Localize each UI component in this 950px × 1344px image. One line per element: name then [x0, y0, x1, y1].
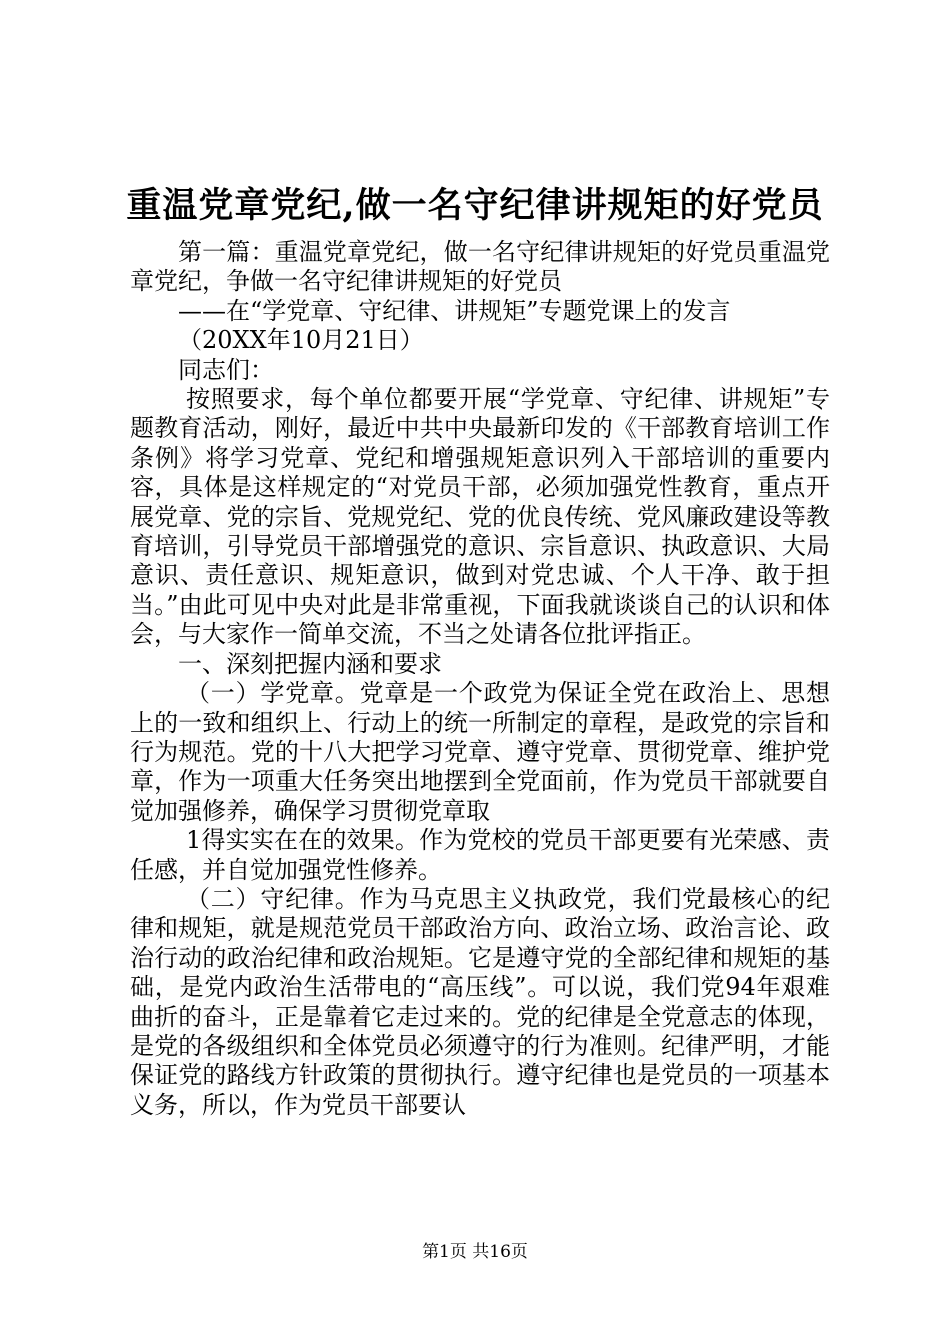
paragraph-subtitle: ——在“学党章、守纪律、讲规矩”专题党课上的发言: [178, 296, 731, 325]
paragraph-main: 按照要求，每个单位都要开展“学党章、守纪律、讲规矩”专题教育活动，刚好，最近中共中央最新印发的《干部教育培训工作条例》将学习党章、党纪和增强规矩意识列入干部培训的重要内容，具体是这样规定的“对党员干部，必须加强党性教育，重点开展党章、党的宗旨、党规党纪、党的优良传统、党风廉政建设等教育培训，引导党员干部增强党的意识、宗旨意识、执政意识、大局意识、责任意识、规矩意识，做到对党忠诚、个人干净、敢于担当。”由此可见中央对此是非常重视，下面我就谈谈自己的认识和体会，与大家作一简单交流，不当之处请各位批评指正。: [130, 385, 830, 649]
paragraph-section-2: （二）守纪律。作为马克思主义执政党，我们党最核心的纪律和规矩，就是规范党员干部政治方向、政治立场、政治言论、政治行动的政治纪律和政治规矩。它是遵守党的全部纪律和规矩的基础，是党内政治生活带电的“高压线”。可以说，我们党94年艰难曲折的奋斗，正是靠着它走过来的。党的纪律是全党意志的体现，是党的各级组织和全体党员必须遵守的行为准则。纪律严明，才能保证党的路线方针政策的贯彻执行。遵守纪律也是党员的一项基本义务，所以，作为党员干部要认: [130, 884, 830, 1119]
paragraph-salutation: 同志们：: [178, 355, 274, 384]
paragraph-section-1: （一）学党章。党章是一个政党为保证全党在政治上、思想上的一致和组织上、行动上的统一所制定的章程，是政党的宗旨和行为规范。党的十八大把学习党章、遵守党章、贯彻党章、维护党章，作为一项重大任务突出地摆到全党面前，作为党员干部就要自觉加强修养，确保学习贯彻党章取: [130, 679, 830, 825]
document-body: [130, 238, 830, 1120]
paragraph-intro: 第一篇：重温党章党纪，做一名守纪律讲规矩的好党员重温党章党纪，争做一名守纪律讲规矩的好党员: [130, 238, 830, 296]
page-footer: 第1页 共16页: [422, 1242, 528, 1262]
document-title: 重温党章党纪,做一名守纪律讲规矩的好党员: [126, 185, 824, 226]
section-heading: 一、深刻把握内涵和要求: [178, 649, 442, 678]
paragraph-section-1-continued: 1得实实在在的效果。作为党校的党员干部更要有光荣感、责任感，并自觉加强党性修养。: [130, 826, 830, 884]
paragraph-date: （20XX年10月21日）: [178, 326, 424, 355]
